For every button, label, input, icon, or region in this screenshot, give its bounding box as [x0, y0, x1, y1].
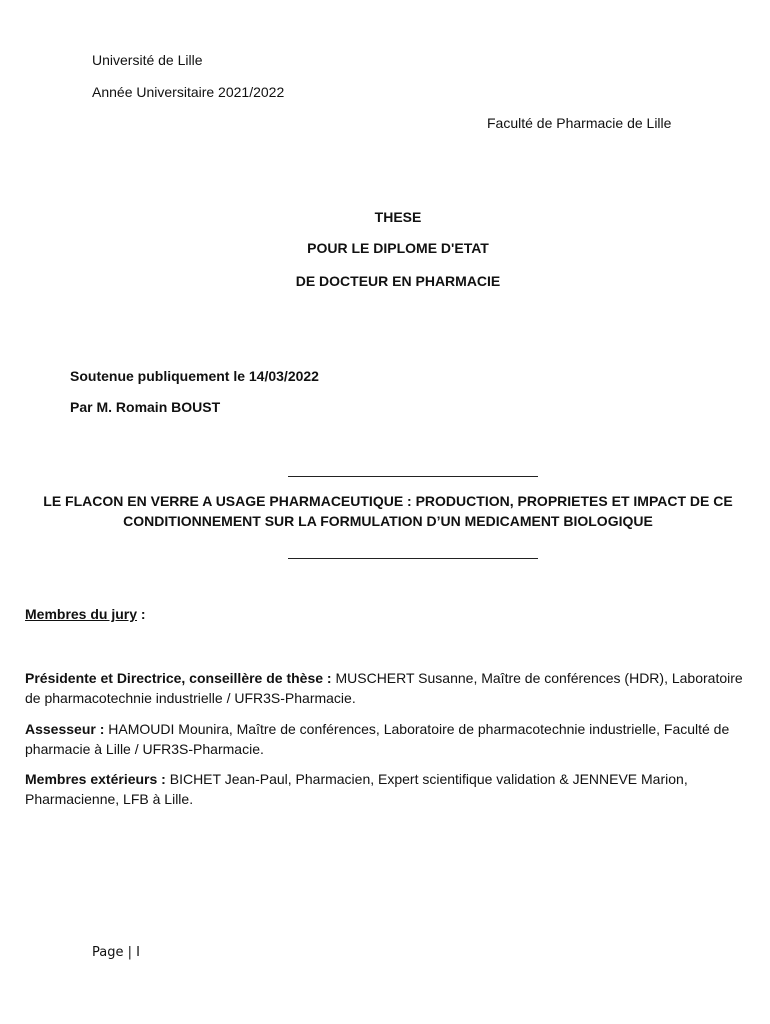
university-name: Université de Lille [92, 52, 203, 68]
jury-heading [25, 606, 146, 622]
page-number: Page | I [92, 945, 140, 960]
faculty-name: Faculté de Pharmacie de Lille [487, 115, 672, 131]
divider-top [288, 462, 538, 477]
jury-details: HAMOUDI Mounira, Maître de conférences, Laboratoire de pharmacotechnie industrielle, Faculté de pharmacie à Lille / UFR3S-Pharmacie. [25, 721, 730, 757]
thesis-title: LE FLACON EN VERRE A USAGE PHARMACEUTIQUE : PRODUCTION, PROPRIETES ET IMPACT DE CE CONDITIONNEMENT SUR LA FORMULATION D’UN MEDICAMENT BIOLOGIQUE [43, 493, 733, 529]
jury-member-president [25, 668, 745, 708]
jury-role: Assesseur : [25, 721, 109, 737]
thesis-type-heading: THESE [374, 209, 422, 225]
divider-bottom [288, 544, 538, 559]
jury-heading-label: Membres du jury [25, 606, 138, 622]
jury-role: Membres extérieurs : [25, 771, 170, 787]
degree-heading: DE DOCTEUR EN PHARMACIE [295, 273, 501, 289]
diploma-heading: POUR LE DIPLOME D'ETAT [307, 240, 489, 256]
academic-year: Année Universitaire 2021/2022 [92, 84, 285, 100]
jury-member-external [25, 769, 745, 809]
jury-member-assessor [25, 719, 745, 759]
jury-details: BICHET Jean-Paul, Pharmacien, Expert scientifique validation & JENNEVE Marion, Pharmacienne, LFB à Lille. [25, 771, 688, 807]
jury-heading-colon: : [137, 606, 146, 622]
jury-details: MUSCHERT Susanne, Maître de conférences (HDR), Laboratoire de pharmacotechnie industrielle / UFR3S-Pharmacie. [25, 670, 743, 706]
author-line: Par M. Romain BOUST [70, 399, 221, 415]
jury-role: Présidente et Directrice, conseillère de thèse : [25, 670, 336, 686]
defense-date: Soutenue publiquement le 14/03/2022 [70, 368, 319, 384]
